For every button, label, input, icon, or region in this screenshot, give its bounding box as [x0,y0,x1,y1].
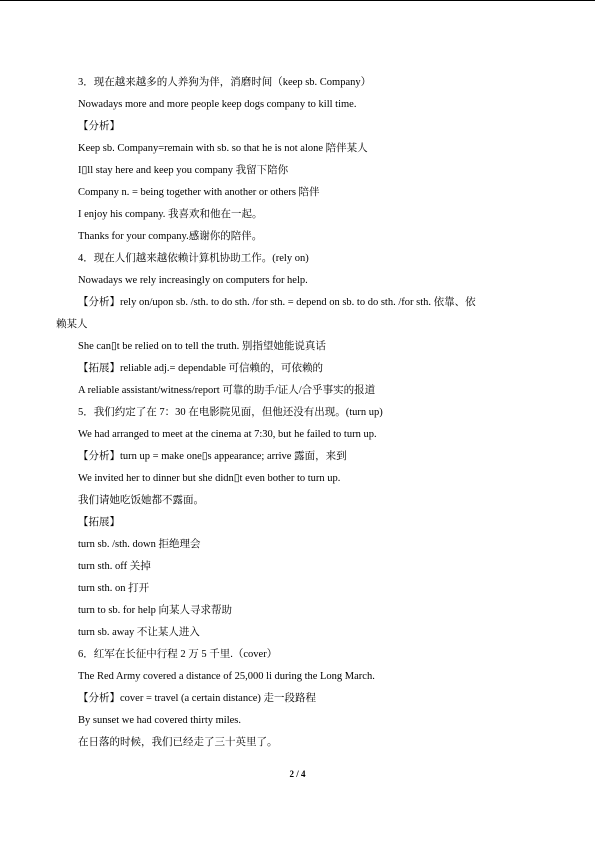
analysis-continuation: 赖某人 [56,319,88,330]
extension-heading: 【拓展】 [78,517,120,528]
header-rule [0,0,595,1]
question-5: 5．我们约定了在 7：30 在电影院见面，但他还没有出现。(turn up) [78,407,383,418]
answer-5: We had arranged to meet at the cinema at 7:30, but he failed to turn up. [78,429,377,440]
answer-4: Nowadays we rely increasingly on computers for help. [78,275,308,286]
extension-line: 【拓展】reliable adj.= dependable 可信赖的，可依赖的 [78,363,324,374]
example-line: I▯ll stay here and keep you company 我留下陪你 [78,165,289,176]
question-4: 4．现在人们越来越依赖计算机协助工作。(rely on) [78,253,309,264]
example-line: I enjoy his company. 我喜欢和他在一起。 [78,209,263,220]
phrase-line: turn sth. off 关掉 [78,561,151,572]
answer-3: Nowadays more and more people keep dogs company to kill time. [78,99,357,110]
phrase-line: turn sb. /sth. down 拒绝理会 [78,539,201,550]
translation-line: 在日落的时候，我们已经走了三十英里了。 [78,737,278,748]
phrase-line: turn sb. away 不让某人进入 [78,627,200,638]
example-line: Thanks for your company.感谢你的陪伴。 [78,231,263,242]
example-line: We invited her to dinner but she didn▯t even bother to turn up. [78,473,341,484]
analysis-line: Keep sb. Company=remain with sb. so that he is not alone 陪伴某人 [78,143,368,154]
question-3: 3．现在越来越多的人养狗为伴，消磨时间（keep sb. Company） [78,77,372,88]
example-line: A reliable assistant/witness/report 可靠的助手/证人/合乎事实的报道 [78,385,376,396]
definition-line: Company n. = being together with another or others 陪伴 [78,187,320,198]
question-6: 6．红军在长征中行程 2 万 5 千里.（cover） [78,649,278,660]
analysis-heading-3: 【分析】 [78,121,120,132]
page-number: 2 / 4 [289,769,306,779]
analysis-line: 【分析】rely on/upon sb. /sth. to do sth. /for sth. = depend on sb. to do sth. /for sth. 依靠、依 [78,297,476,308]
answer-6: The Red Army covered a distance of 25,000 li during the Long March. [78,671,375,682]
example-line: By sunset we had covered thirty miles. [78,715,242,726]
example-line: She can▯t be relied on to tell the truth. 别指望她能说真话 [78,341,326,352]
analysis-line: 【分析】cover = travel (a certain distance) 走一段路程 [78,693,317,704]
phrase-line: turn sth. on 打开 [78,583,150,594]
translation-line: 我们请她吃饭她都不露面。 [78,495,204,506]
phrase-line: turn to sb. for help 向某人寻求帮助 [78,605,232,616]
analysis-line: 【分析】turn up = make one▯s appearance; arrive 露面，来到 [78,451,347,462]
